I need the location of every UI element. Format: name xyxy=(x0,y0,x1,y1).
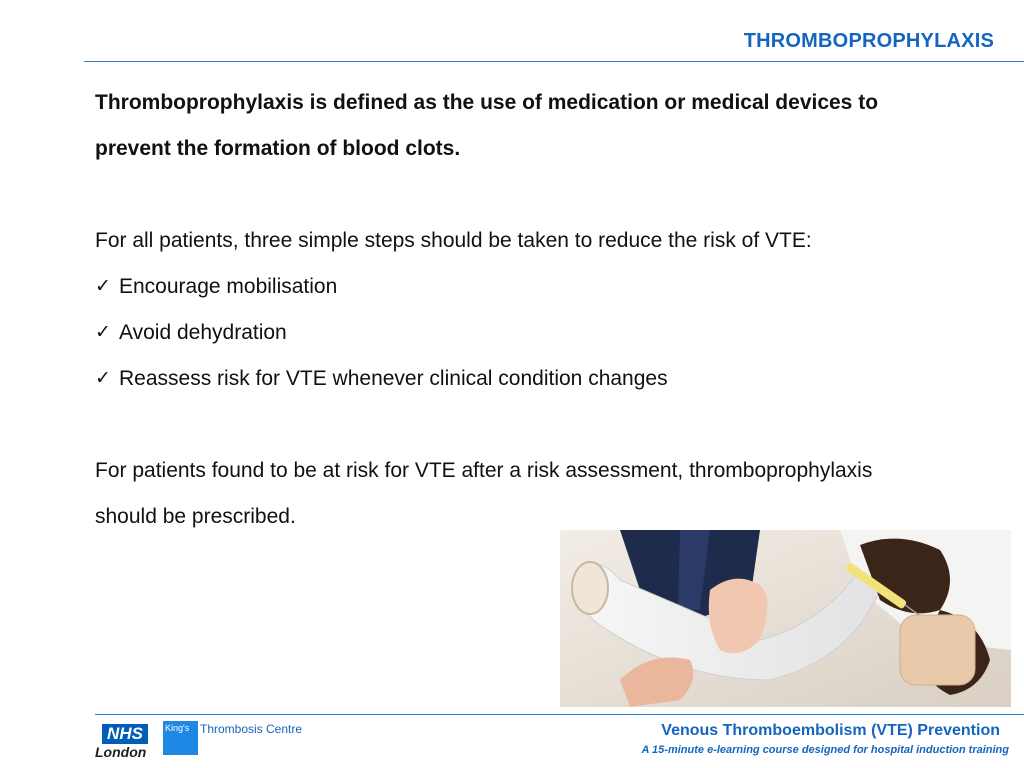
step-label: Encourage mobilisation xyxy=(119,275,338,298)
checkmark-icon: ✓ xyxy=(95,322,111,343)
footer-divider xyxy=(95,714,1024,715)
compression-stocking-injection-photo xyxy=(560,530,1011,707)
course-subtitle: A 15-minute e-learning course designed for hospital induction training xyxy=(641,744,1009,756)
definition-line-1: Thromboprophylaxis is defined as the use of medication or medical devices to xyxy=(95,91,879,114)
definition-line-2: prevent the formation of blood clots. xyxy=(95,137,461,160)
course-title: Venous Thromboembolism (VTE) Prevention xyxy=(661,722,1000,739)
step-item xyxy=(95,264,975,310)
spacer xyxy=(95,172,975,218)
step-item xyxy=(95,356,975,402)
nhs-region-label: London xyxy=(95,744,147,760)
checkmark-icon: ✓ xyxy=(95,276,111,297)
nhs-logo: NHS xyxy=(102,724,148,744)
closing-line-1: For patients found to be at risk for VTE after a risk assessment, thromboprophylaxis xyxy=(95,459,873,482)
closing-line-2: should be prescribed. xyxy=(95,505,296,528)
step-item xyxy=(95,310,975,356)
checkmark-icon: ✓ xyxy=(95,368,111,389)
slide-body xyxy=(95,80,975,540)
step-label: Avoid dehydration xyxy=(119,321,287,344)
steps-intro: For all patients, three simple steps should be taken to reduce the risk of VTE: xyxy=(95,229,812,252)
photo-illustration xyxy=(560,530,1011,707)
slide-title: THROMBOPROPHYLAXIS xyxy=(743,30,994,52)
thrombosis-centre-label: Thrombosis Centre xyxy=(200,722,303,736)
kings-logo: King's xyxy=(163,721,198,755)
header-divider xyxy=(84,61,1024,62)
spacer xyxy=(95,402,975,448)
step-label: Reassess risk for VTE whenever clinical condition changes xyxy=(119,367,668,390)
